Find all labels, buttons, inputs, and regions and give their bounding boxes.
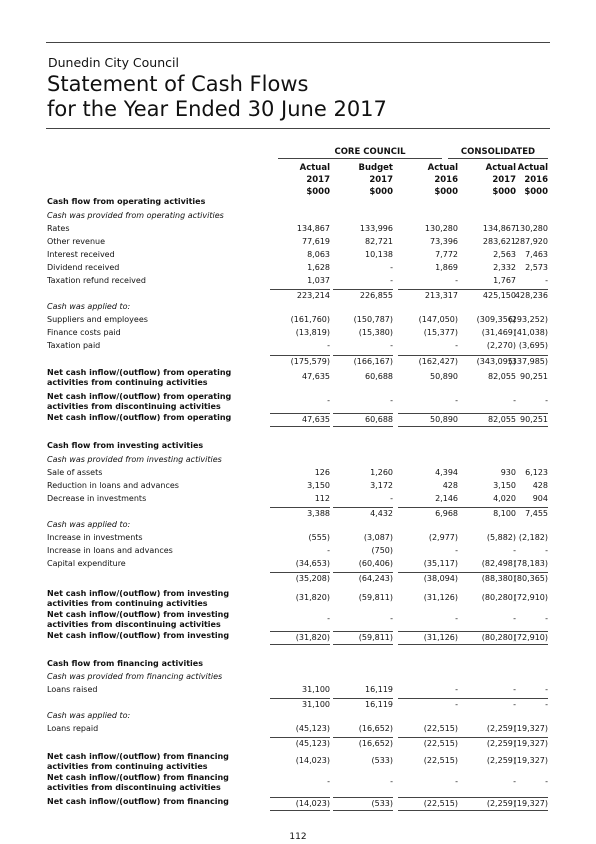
cell-value: (2,259) bbox=[456, 797, 516, 811]
cell-value: (22,515) bbox=[398, 797, 458, 811]
cell-value: 287,920 bbox=[514, 237, 548, 246]
cell-value: 130,280 bbox=[424, 224, 458, 233]
page-number: 112 bbox=[289, 832, 307, 842]
cell-value: (2,182) bbox=[518, 533, 548, 542]
row-label: Net cash inflow/(outflow) from investing bbox=[47, 631, 230, 640]
cell-value: 1,260 bbox=[370, 468, 393, 477]
column-header-5 bbox=[488, 162, 548, 198]
cell-value: 31,100 bbox=[270, 698, 330, 710]
cell-value: 16,119 bbox=[365, 685, 393, 694]
cell-value: (343,095) bbox=[456, 355, 516, 367]
row-label: Net cash inflow/(outflow) from financing bbox=[47, 797, 229, 806]
cell-value: 4,020 bbox=[493, 494, 516, 503]
cell-value: (80,365) bbox=[488, 572, 548, 584]
cell-value: (3,695) bbox=[518, 341, 548, 350]
cell-value: (22,515) bbox=[398, 737, 458, 749]
cell-value: 130,280 bbox=[514, 224, 548, 233]
cell-value: 77,619 bbox=[302, 237, 330, 246]
cell-value: 2,146 bbox=[435, 494, 458, 503]
cell-value: (161,760) bbox=[290, 315, 330, 324]
cell-value: - bbox=[545, 546, 548, 555]
cell-value: (31,820) bbox=[270, 631, 330, 645]
cell-value: 1,037 bbox=[307, 276, 330, 285]
row-label: Cash was applied to: bbox=[47, 711, 131, 720]
cell-value: (2,259) bbox=[456, 737, 516, 749]
cell-value: (166,167) bbox=[333, 355, 393, 367]
cell-value: (337,985) bbox=[488, 355, 548, 367]
cell-value: 82,055 bbox=[456, 413, 516, 427]
cell-value: 47,635 bbox=[270, 413, 330, 427]
cell-value: (38,094) bbox=[398, 572, 458, 584]
cell-value: (41,038) bbox=[513, 328, 548, 337]
cell-value: (15,380) bbox=[358, 328, 393, 337]
cell-value: (16,652) bbox=[333, 737, 393, 749]
page-title bbox=[47, 72, 387, 122]
cell-value: (533) bbox=[333, 797, 393, 811]
cell-value: (35,208) bbox=[270, 572, 330, 584]
cell-value: 3,172 bbox=[370, 481, 393, 490]
cell-value: 10,138 bbox=[365, 250, 393, 259]
cell-value: (293,252) bbox=[508, 315, 548, 324]
row-label: Increase in loans and advances bbox=[47, 546, 173, 555]
cell-value: - bbox=[513, 685, 516, 694]
column-header-line: $000 bbox=[434, 187, 458, 197]
cell-value: (88,380) bbox=[456, 572, 516, 584]
cell-value: - bbox=[390, 396, 393, 405]
cell-value: - bbox=[390, 276, 393, 285]
row-label: Cash was applied to: bbox=[47, 520, 131, 529]
cell-value: - bbox=[390, 263, 393, 272]
column-header-line: 2017 bbox=[369, 175, 393, 185]
row-label: Net cash inflow/(outflow) from investing activities from continuing activities bbox=[47, 589, 230, 608]
cell-value: - bbox=[327, 396, 330, 405]
cell-value: - bbox=[513, 614, 516, 623]
cell-value: 134,867 bbox=[296, 224, 330, 233]
row-label: Decrease in investments bbox=[47, 494, 147, 503]
cell-value: - bbox=[390, 494, 393, 503]
cell-value: (80,280) bbox=[481, 593, 516, 602]
cell-value: - bbox=[390, 614, 393, 623]
row-label: Net cash inflow/(outflow) from operating activities from continuing activities bbox=[47, 368, 232, 387]
cell-value: (150,787) bbox=[353, 315, 393, 324]
cell-value: (45,123) bbox=[270, 737, 330, 749]
row-label: Sale of assets bbox=[47, 468, 103, 477]
cell-value: - bbox=[513, 777, 516, 786]
row-label: Cash flow from financing activities bbox=[47, 659, 203, 668]
cell-value: (19,327) bbox=[513, 724, 548, 733]
row-label: Taxation refund received bbox=[47, 276, 146, 285]
title-rule bbox=[46, 128, 550, 129]
cell-value: 8,100 bbox=[456, 507, 516, 519]
cell-value: (59,811) bbox=[333, 631, 393, 645]
cell-value: 2,332 bbox=[493, 263, 516, 272]
cell-value: (14,023) bbox=[295, 756, 330, 765]
cell-value: - bbox=[327, 341, 330, 350]
row-label: Dividend received bbox=[47, 263, 120, 272]
cell-value: (533) bbox=[371, 756, 393, 765]
column-header-line: Actual bbox=[427, 163, 458, 173]
cell-value: (175,579) bbox=[270, 355, 330, 367]
cell-value: - bbox=[545, 276, 548, 285]
cell-value: (13,819) bbox=[295, 328, 330, 337]
column-header-line: $000 bbox=[492, 187, 516, 197]
cell-value: 50,890 bbox=[398, 413, 458, 427]
cell-value: 1,628 bbox=[307, 263, 330, 272]
cell-value: (35,117) bbox=[423, 559, 458, 568]
row-label: Cash flow from operating activities bbox=[47, 197, 206, 206]
row-label: Rates bbox=[47, 224, 70, 233]
row-label: Cash was provided from financing activities bbox=[47, 672, 223, 681]
row-label: Net cash inflow/(outflow) from financing activities from continuing activities bbox=[47, 752, 229, 771]
cell-value: 428 bbox=[532, 481, 548, 490]
row-label: Cash flow from investing activities bbox=[47, 441, 204, 450]
top-rule bbox=[46, 42, 550, 43]
row-label: Other revenue bbox=[47, 237, 106, 246]
row-label: Capital expenditure bbox=[47, 559, 126, 568]
cell-value: (80,280) bbox=[456, 631, 516, 645]
cell-value: - bbox=[456, 698, 516, 710]
cell-value: 60,688 bbox=[365, 372, 393, 381]
row-label: Taxation paid bbox=[47, 341, 101, 350]
cell-value: (19,327) bbox=[488, 797, 548, 811]
cell-value: 31,100 bbox=[302, 685, 330, 694]
cell-value: 7,772 bbox=[435, 250, 458, 259]
cell-value: 82,721 bbox=[365, 237, 393, 246]
cell-value: (15,377) bbox=[423, 328, 458, 337]
cell-value: - bbox=[390, 777, 393, 786]
cell-value: - bbox=[455, 685, 458, 694]
column-header-line: Budget bbox=[358, 163, 393, 173]
row-label: Cash was provided from investing activities bbox=[47, 455, 222, 464]
cell-value: 4,394 bbox=[435, 468, 458, 477]
cell-value: 226,855 bbox=[333, 289, 393, 301]
cell-value: 126 bbox=[314, 468, 330, 477]
cell-value: 112 bbox=[314, 494, 330, 503]
cell-value: (34,653) bbox=[295, 559, 330, 568]
cell-value: 82,055 bbox=[488, 372, 516, 381]
cell-value: 90,251 bbox=[520, 372, 548, 381]
group-consolidated: CONSOLIDATED bbox=[460, 147, 536, 157]
cell-value: (19,327) bbox=[513, 756, 548, 765]
cell-value: - bbox=[455, 341, 458, 350]
group-core-underline bbox=[278, 158, 442, 159]
cell-value: (2,259) bbox=[486, 756, 516, 765]
group-core-council: CORE COUNCIL bbox=[334, 147, 406, 157]
cell-value: (162,427) bbox=[398, 355, 458, 367]
row-label: Net cash inflow/(outflow) from investing activities from discontinuing activities bbox=[47, 610, 230, 629]
cell-value: (2,977) bbox=[428, 533, 458, 542]
cell-value: 90,251 bbox=[488, 413, 548, 427]
cell-value: (72,910) bbox=[513, 593, 548, 602]
cell-value: (64,243) bbox=[333, 572, 393, 584]
cell-value: 16,119 bbox=[333, 698, 393, 710]
cell-value: (5,882) bbox=[486, 533, 516, 542]
cell-value: 50,890 bbox=[430, 372, 458, 381]
row-label: Suppliers and employees bbox=[47, 315, 148, 324]
group-consolidated-underline bbox=[448, 158, 548, 159]
cell-value: (78,183) bbox=[513, 559, 548, 568]
cell-value: - bbox=[513, 546, 516, 555]
column-header-line: Actual bbox=[517, 163, 548, 173]
row-label: Interest received bbox=[47, 250, 115, 259]
cell-value: (309,356) bbox=[476, 315, 516, 324]
column-header-3 bbox=[398, 162, 458, 198]
cell-value: (16,652) bbox=[358, 724, 393, 733]
cell-value: - bbox=[545, 777, 548, 786]
column-header-1 bbox=[270, 162, 330, 198]
cell-value: - bbox=[513, 396, 516, 405]
cell-value: - bbox=[455, 614, 458, 623]
cell-value: (750) bbox=[371, 546, 393, 555]
cell-value: (59,811) bbox=[358, 593, 393, 602]
cell-value: 213,317 bbox=[398, 289, 458, 301]
cell-value: 283,621 bbox=[482, 237, 516, 246]
cell-value: 47,635 bbox=[302, 372, 330, 381]
cell-value: (2,270) bbox=[486, 341, 516, 350]
column-header-line: 2016 bbox=[524, 175, 548, 185]
cell-value: (45,123) bbox=[295, 724, 330, 733]
row-label: Finance costs paid bbox=[47, 328, 121, 337]
cell-value: (31,820) bbox=[295, 593, 330, 602]
cell-value: (147,050) bbox=[418, 315, 458, 324]
cell-value: (60,406) bbox=[358, 559, 393, 568]
cell-value: (2,259) bbox=[486, 724, 516, 733]
cell-value: (31,469) bbox=[481, 328, 516, 337]
cell-value: 6,123 bbox=[525, 468, 548, 477]
column-header-line: 2017 bbox=[492, 175, 516, 185]
row-label: Cash was provided from operating activities bbox=[47, 211, 224, 220]
cell-value: 428,236 bbox=[488, 289, 548, 301]
cell-value: 8,063 bbox=[307, 250, 330, 259]
cell-value: 134,867 bbox=[482, 224, 516, 233]
cell-value: 930 bbox=[500, 468, 516, 477]
cell-value: (14,023) bbox=[270, 797, 330, 811]
cell-value: - bbox=[455, 546, 458, 555]
cell-value: 904 bbox=[532, 494, 548, 503]
cell-value: 73,396 bbox=[430, 237, 458, 246]
cell-value: - bbox=[390, 341, 393, 350]
cell-value: 2,573 bbox=[525, 263, 548, 272]
cell-value: (72,910) bbox=[488, 631, 548, 645]
cell-value: - bbox=[545, 685, 548, 694]
row-label: Loans raised bbox=[47, 685, 98, 694]
column-header-line: Actual bbox=[299, 163, 330, 173]
cell-value: 428 bbox=[442, 481, 458, 490]
row-label: Net cash inflow/(outflow) from operating bbox=[47, 413, 232, 422]
column-header-line: 2016 bbox=[434, 175, 458, 185]
cell-value: 3,150 bbox=[493, 481, 516, 490]
cell-value: 60,688 bbox=[333, 413, 393, 427]
cell-value: - bbox=[455, 276, 458, 285]
cell-value: - bbox=[545, 396, 548, 405]
cell-value: (3,087) bbox=[363, 533, 393, 542]
row-label: Loans repaid bbox=[47, 724, 99, 733]
cell-value: - bbox=[455, 396, 458, 405]
cell-value: - bbox=[327, 777, 330, 786]
cell-value: - bbox=[488, 698, 548, 710]
cell-value: (82,498) bbox=[481, 559, 516, 568]
cell-value: 3,388 bbox=[270, 507, 330, 519]
row-label: Increase in investments bbox=[47, 533, 143, 542]
cell-value: 1,869 bbox=[435, 263, 458, 272]
title-line-1: Statement of Cash Flows bbox=[47, 72, 309, 96]
cell-value: (19,327) bbox=[488, 737, 548, 749]
cell-value: 7,463 bbox=[525, 250, 548, 259]
cell-value: 133,996 bbox=[359, 224, 393, 233]
row-label: Net cash inflow/(outflow) from operating activities from discontinuing activities bbox=[47, 392, 232, 411]
cell-value: (31,126) bbox=[398, 631, 458, 645]
cell-value: 4,432 bbox=[333, 507, 393, 519]
column-header-line: $000 bbox=[524, 187, 548, 197]
cell-value: (22,515) bbox=[423, 724, 458, 733]
organisation-name: Dunedin City Council bbox=[48, 55, 179, 70]
cell-value: 1,767 bbox=[493, 276, 516, 285]
column-header-line: 2017 bbox=[306, 175, 330, 185]
cell-value: - bbox=[398, 698, 458, 710]
cell-value: - bbox=[545, 614, 548, 623]
cell-value: - bbox=[455, 777, 458, 786]
cell-value: 2,563 bbox=[493, 250, 516, 259]
cell-value: 6,968 bbox=[398, 507, 458, 519]
cell-value: (555) bbox=[308, 533, 330, 542]
cell-value: 223,214 bbox=[270, 289, 330, 301]
row-label: Net cash inflow/(outflow) from financing activities from discontinuing activities bbox=[47, 773, 229, 792]
cell-value: - bbox=[327, 546, 330, 555]
cell-value: 7,455 bbox=[488, 507, 548, 519]
column-header-line: $000 bbox=[306, 187, 330, 197]
column-header-line: Actual bbox=[485, 163, 516, 173]
column-header-line: $000 bbox=[369, 187, 393, 197]
title-line-2: for the Year Ended 30 June 2017 bbox=[47, 97, 387, 121]
cell-value: 425,150 bbox=[456, 289, 516, 301]
column-header-2 bbox=[333, 162, 393, 198]
row-label: Cash was applied to: bbox=[47, 302, 131, 311]
cell-value: - bbox=[327, 614, 330, 623]
cell-value: (22,515) bbox=[423, 756, 458, 765]
row-label: Reduction in loans and advances bbox=[47, 481, 179, 490]
cell-value: 3,150 bbox=[307, 481, 330, 490]
cell-value: (31,126) bbox=[423, 593, 458, 602]
